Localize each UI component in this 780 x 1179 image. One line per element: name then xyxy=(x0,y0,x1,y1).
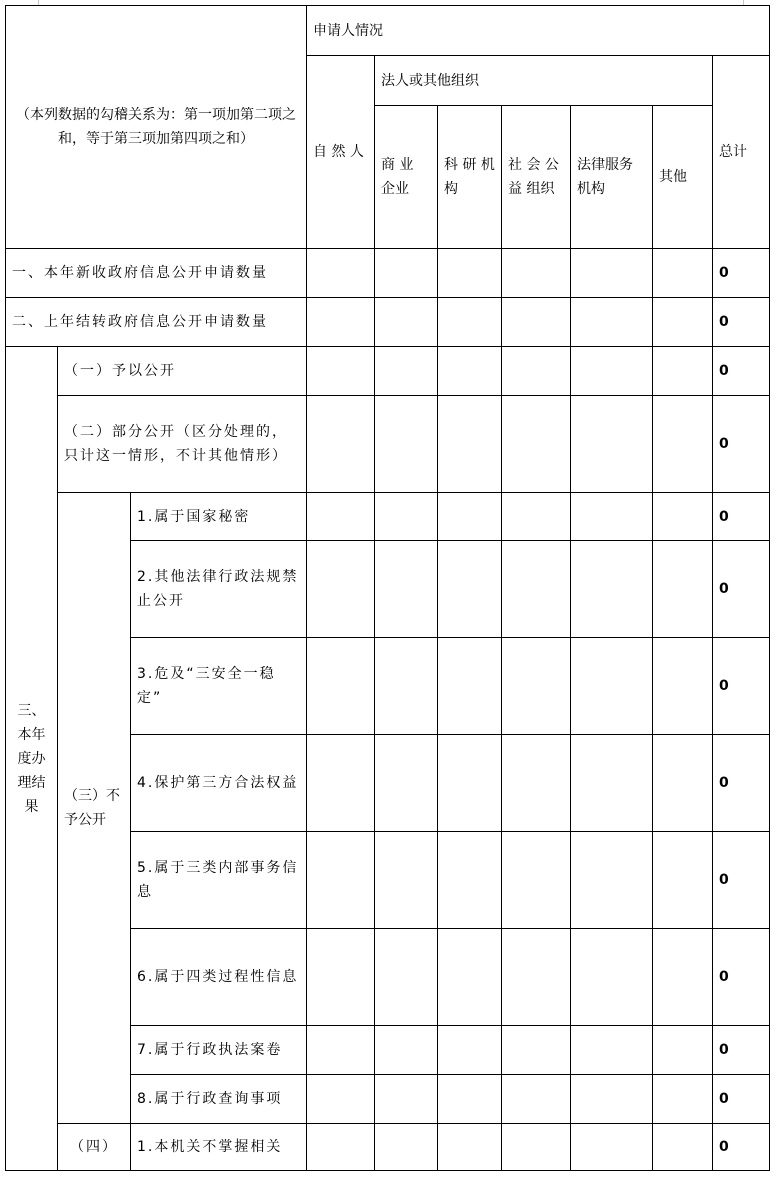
social-welfare-header: 社 会 公 益 组织 xyxy=(502,106,571,249)
nd-total: 0 xyxy=(713,638,770,735)
checksum-note: （本列数据的勾稽关系为：第一项加第二项之和，等于第三项加第四项之和） xyxy=(6,6,307,249)
legal-org-header: 法人或其他组织 xyxy=(375,56,713,106)
nd-total: 0 xyxy=(713,929,770,1026)
row-disclosed: （一）予以公开 xyxy=(58,347,307,396)
nd-item: 6.属于四类过程性信息 xyxy=(131,929,307,1026)
nd-total: 0 xyxy=(713,1075,770,1124)
total-header: 总计 xyxy=(713,56,770,249)
legal-service-header: 法律服务机构 xyxy=(571,106,653,249)
section-three-label: 三、本年度办理结果 xyxy=(6,347,58,1171)
cannot-provide-label: （四） xyxy=(58,1124,131,1171)
nd-item: 3.危及“三安全一稳定” xyxy=(131,638,307,735)
row-new-requests: 一、本年新收政府信息公开申请数量 xyxy=(6,249,307,298)
total-carried-requests: 0 xyxy=(713,298,770,347)
total-disclosed: 0 xyxy=(713,347,770,396)
nd-item: 5.属于三类内部事务信息 xyxy=(131,832,307,929)
total-new-requests: 0 xyxy=(713,249,770,298)
nd-total: 0 xyxy=(713,832,770,929)
nd-item: 4.保护第三方合法权益 xyxy=(131,735,307,832)
row-carried-requests: 二、上年结转政府信息公开申请数量 xyxy=(6,298,307,347)
nd-total: 0 xyxy=(713,541,770,638)
nd-item: 2.其他法律行政法规禁止公开 xyxy=(131,541,307,638)
nd-item: 8.属于行政查询事项 xyxy=(131,1075,307,1124)
total-partially-disclosed: 0 xyxy=(713,396,770,493)
nd-total: 0 xyxy=(713,493,770,541)
nd-total: 0 xyxy=(713,735,770,832)
applicant-situation-header: 申请人情况 xyxy=(307,6,770,56)
nd-item: 1.属于国家秘密 xyxy=(131,493,307,541)
nd-total: 0 xyxy=(713,1026,770,1075)
cp-item: 1.本机关不掌握相关 xyxy=(131,1124,307,1171)
other-header: 其他 xyxy=(653,106,713,249)
nd-item: 7.属于行政执法案卷 xyxy=(131,1026,307,1075)
row-partially-disclosed: （二）部分公开（区分处理的，只计这一情形，不计其他情形） xyxy=(58,396,307,493)
business-header: 商 业 企业 xyxy=(375,106,438,249)
not-disclosed-label: （三）不予公开 xyxy=(58,493,131,1124)
research-header: 科 研 机构 xyxy=(438,106,502,249)
disclosure-table xyxy=(5,5,770,1171)
cp-total: 0 xyxy=(713,1124,770,1171)
natural-person-header: 自 然 人 xyxy=(307,56,375,249)
